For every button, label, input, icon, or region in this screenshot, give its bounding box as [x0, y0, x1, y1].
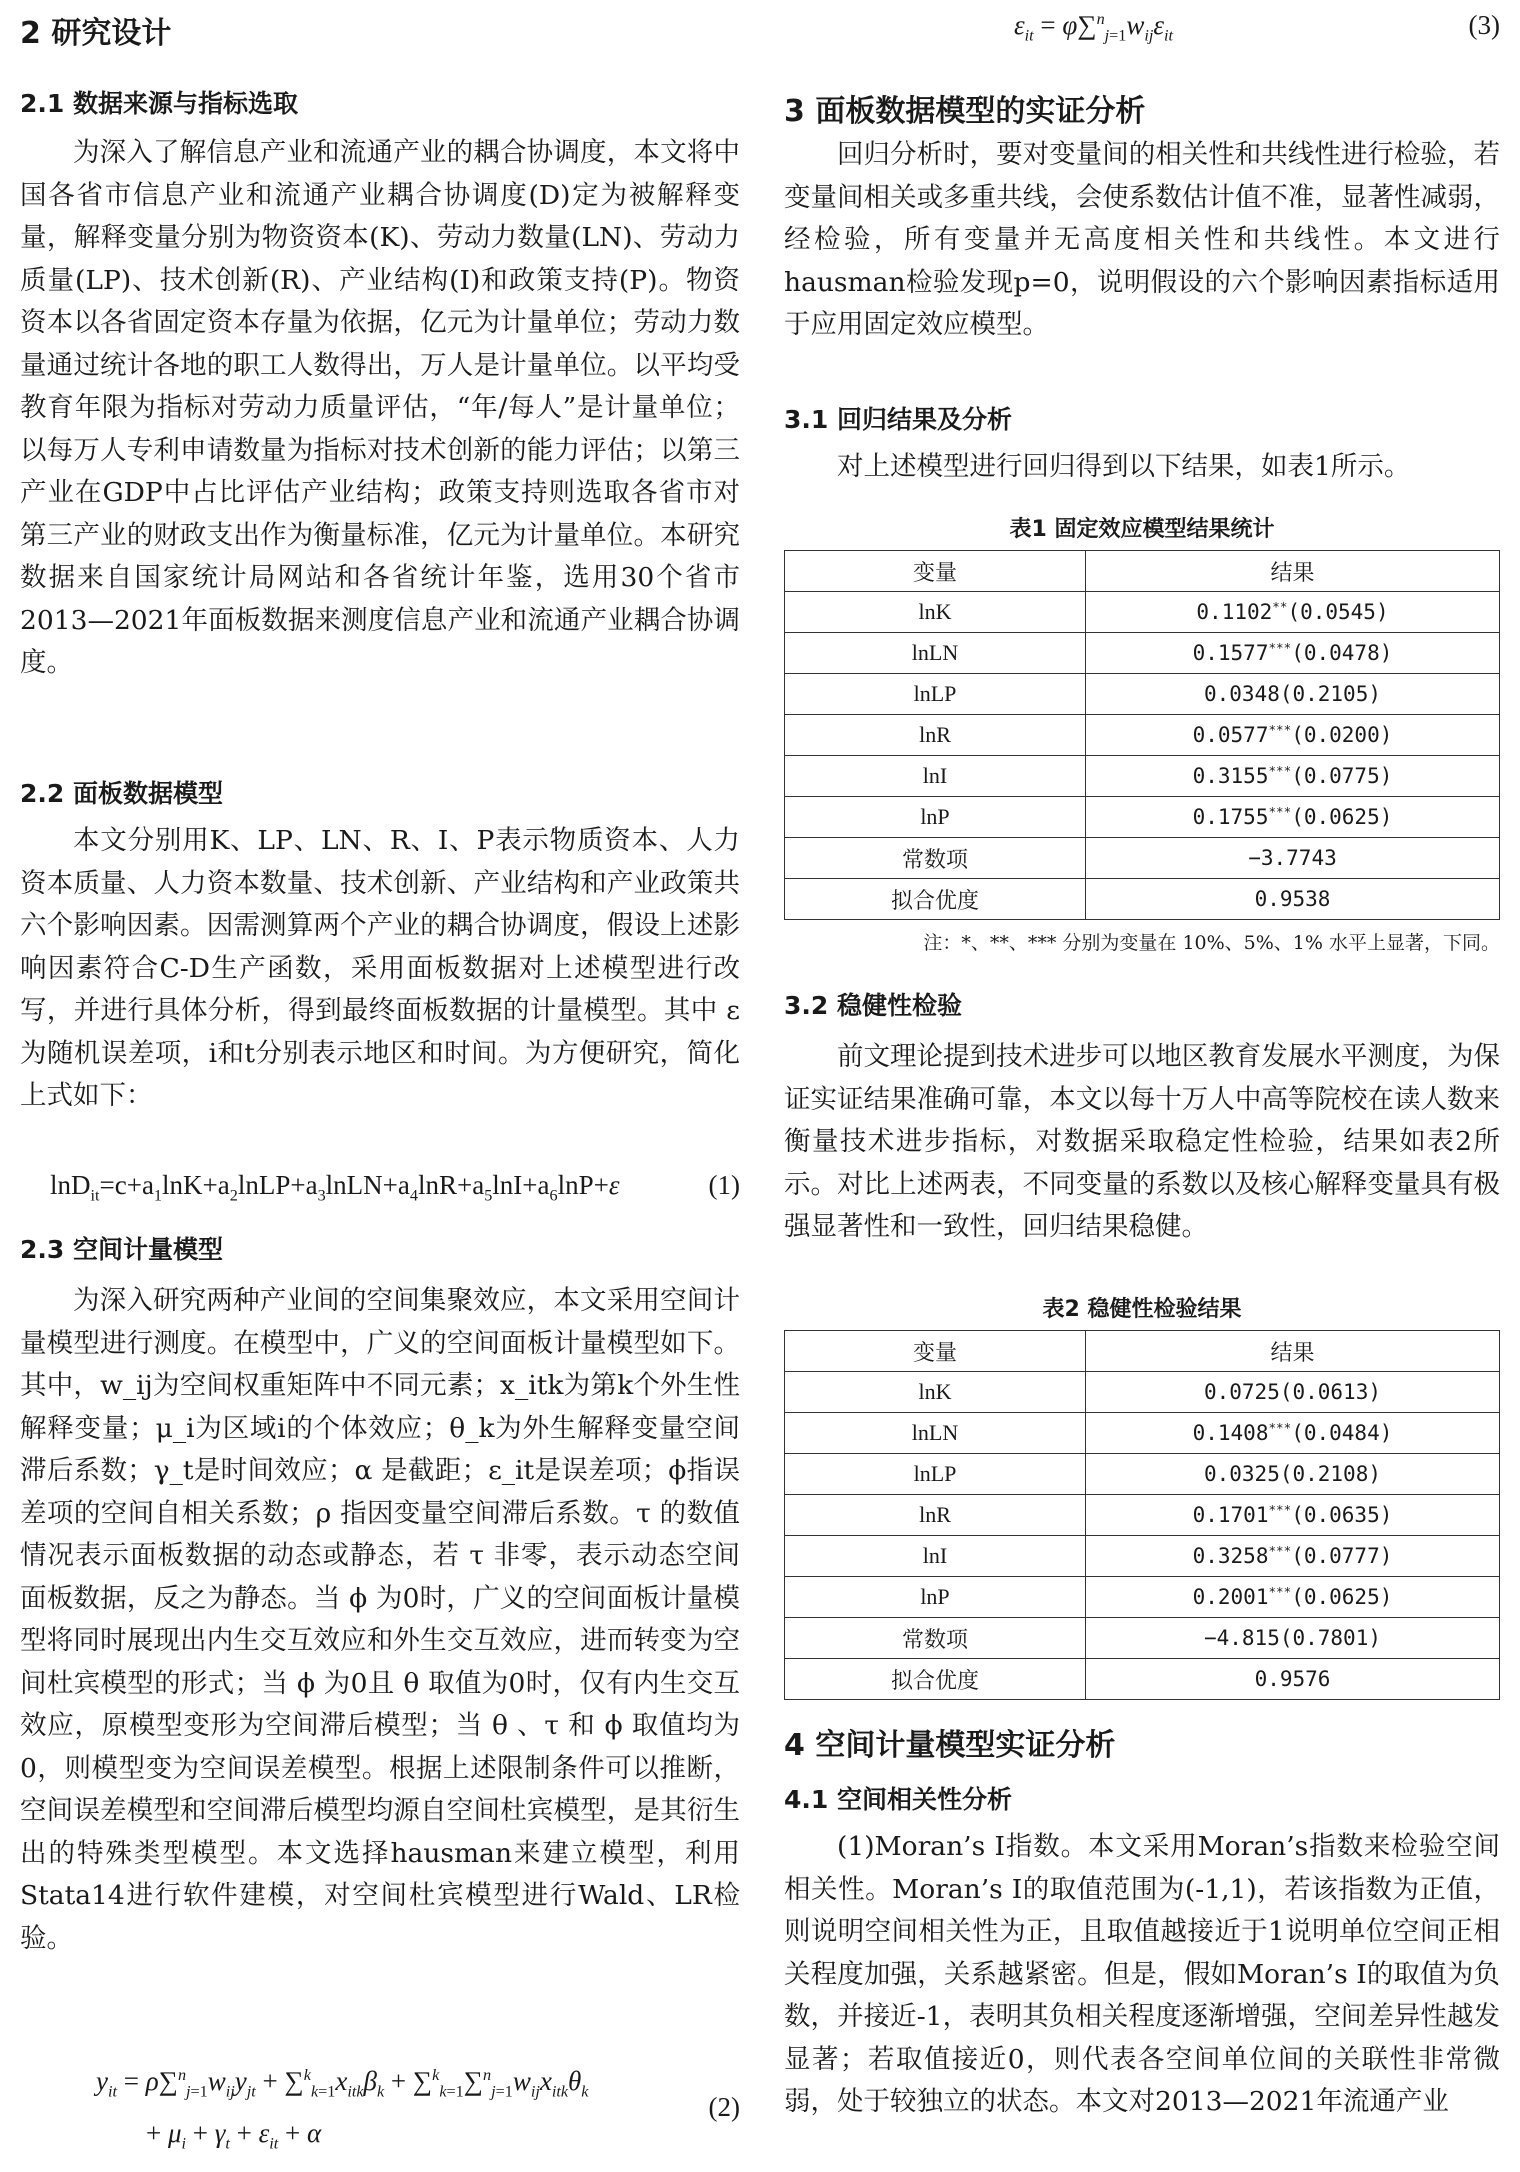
table-1-significance: *** [1268, 804, 1292, 819]
table-2-coefficient: 0.2001 [1192, 1585, 1269, 1609]
table-1-variable-cell: lnLP [785, 674, 1086, 715]
table-1-result-cell [1086, 756, 1500, 797]
table-1-significance: *** [1268, 640, 1292, 655]
table-1-row [785, 756, 1500, 797]
section-3-1-heading: 3.1 回归结果及分析 [784, 405, 1012, 434]
table-2-result-cell [1086, 1495, 1500, 1536]
equation-2-line-2: + $\mu_i + \gamma_t + \varepsilon_{it} + \alpha$ [146, 2118, 322, 2153]
table-2-coefficient: 0.0325(0.2108) [1203, 1462, 1381, 1486]
table-1-row [785, 633, 1500, 674]
table-2-variable-cell: lnI [785, 1536, 1086, 1577]
table-2-coefficient: 0.1701 [1192, 1503, 1269, 1527]
table-1-variable-cell: lnR [785, 715, 1086, 756]
section-2-2-body: 本文分别用K、LP、LN、R、I、P表示物质资本、人力资本质量、人力资本数量、技术创新、产业结构和产业政策共六个影响因素。因需测算两个产业的耦合协调度，假设上述影响因素符合C-D生产函数，采用面板数据对上述模型进行改写，并进行具体分析，得到最终面板数据的计量模型。其中 ε 为随机误差项，i和t分别表示地区和时间。为方便研究，简化上式如下： [20, 825, 740, 1111]
table-1-std-error: (0.0200) [1291, 723, 1393, 747]
table-2-row [785, 1413, 1500, 1454]
section-2-1-body: 为深入了解信息产业和流通产业的耦合协调度，本文将中国各省市信息产业和流通产业耦合协调度(D)定为被解释变量，解释变量分别为物资资本(K)、劳动力数量(LN)、劳动力质量(LP)、技术创新(R)、产业结构(I)和政策支持(P)。物资资本以各省固定资本存量为依据，亿元为计量单位；劳动力数量通过统计各地的职工人数得出，万人是计量单位。以平均受教育年限为指标对劳动力质量评估，“年/每人”是计量单位；以每万人专利申请数量为指标对技术创新的能力评估；以第三产业在GDP中占比评估产业结构；政策支持则选取各省市对第三产业的财政支出作为衡量标准，亿元为计量单位。本研究数据来自国家统计局网站和各省统计年鉴，选用30个省市2013—2021年面板数据来测度信息产业和流通产业耦合协调度。 [20, 137, 740, 678]
table-1-variable-cell: lnI [785, 756, 1086, 797]
table-2-row [785, 1372, 1500, 1413]
table-2-result-cell [1086, 1536, 1500, 1577]
table-2-coefficient: −4.815(0.7801) [1203, 1626, 1381, 1650]
table-1-result-cell [1086, 838, 1500, 879]
table-2-std-error: (0.0625) [1291, 1585, 1393, 1609]
table-1-row [785, 797, 1500, 838]
table-2-result-cell [1086, 1454, 1500, 1495]
table-2-variable-cell: lnK [785, 1372, 1086, 1413]
table-1-row [785, 674, 1500, 715]
equation-1-number: (1) [708, 1170, 740, 1200]
section-2-heading: 2 研究设计 [20, 16, 172, 51]
section-3-2-body: 前文理论提到技术进步可以地区教育发展水平测度，为保证实证结果准确可靠，本文以每十万人中高等院校在读人数来衡量技术进步指标，对数据采取稳定性检验，结果如表2所示。对比上述两表，不同变量的系数以及核心解释变量具有极强显著性和一致性，回归结果稳健。 [784, 1041, 1500, 1242]
section-3-heading: 3 面板数据模型的实证分析 [784, 94, 1146, 129]
table-1-significance: ** [1272, 599, 1288, 614]
section-4-heading: 4 空间计量模型实证分析 [784, 1728, 1116, 1763]
table-1-note: 注：*、**、*** 分别为变量在 10%、5%、1% 水平上显著，下同。 [923, 932, 1500, 954]
table-1-coefficient: 0.0348(0.2105) [1203, 682, 1381, 706]
table-2-variable-cell: 常数项 [785, 1618, 1086, 1659]
section-3-intro: 回归分析时，要对变量间的相关性和共线性进行检验，若变量间相关或多重共线，会使系数估计值不准，显著性减弱，经检验，所有变量并无高度相关性和共线性。本文进行hausman检验发现p=0，说明假设的六个影响因素指标适用于应用固定效应模型。 [784, 139, 1500, 340]
table-2-coefficient: 0.3258 [1192, 1544, 1269, 1568]
table-1-result-cell [1086, 674, 1500, 715]
table-2-result-cell [1086, 1659, 1500, 1700]
equation-3-number: (3) [1468, 10, 1500, 40]
table-2-result-cell [1086, 1577, 1500, 1618]
section-2-3-heading: 2.3 空间计量模型 [20, 1235, 223, 1264]
table-2-row [785, 1577, 1500, 1618]
table-1-result-cell [1086, 797, 1500, 838]
table-1-coefficient: 0.9538 [1254, 887, 1331, 911]
table-2-header-variable: 变量 [785, 1331, 1086, 1372]
table-1-result-cell [1086, 879, 1500, 920]
table-1-variable-cell: lnP [785, 797, 1086, 838]
table-2-coefficient: 0.9576 [1254, 1667, 1331, 1691]
table-1-caption: 表1 固定效应模型结果统计 [1009, 517, 1275, 542]
table-1-coefficient: 0.1102 [1196, 600, 1273, 624]
equation-2-number: (2) [708, 2092, 740, 2122]
table-2-result-cell [1086, 1372, 1500, 1413]
table-1 [784, 550, 1500, 920]
table-2-std-error: (0.0484) [1291, 1421, 1393, 1445]
table-2-significance: *** [1268, 1420, 1292, 1435]
equation-1: $\ln D_{it}=c+a_1\ln K+a_2lnLP+a_3lnLN+a_4\ln R+a_5\ln I+a_6\ln P+\varepsilon$ (1) [50, 1170, 740, 1205]
table-2-coefficient: 0.1408 [1192, 1421, 1269, 1445]
table-2-significance: *** [1268, 1502, 1292, 1517]
table-1-coefficient: −3.7743 [1248, 846, 1337, 870]
table-2-row [785, 1618, 1500, 1659]
table-1-std-error: (0.0545) [1287, 600, 1389, 624]
table-1-significance: *** [1268, 722, 1292, 737]
table-1-result-cell [1086, 715, 1500, 756]
table-2 [784, 1330, 1500, 1700]
table-1-row [785, 879, 1500, 920]
table-2-variable-cell: lnLP [785, 1454, 1086, 1495]
equation-3: $\varepsilon_{it} = \varphi\sum^n_{j=1}w_{ij}\varepsilon_{it}$ (3) [1014, 10, 1500, 45]
section-2-2-heading: 2.2 面板数据模型 [20, 779, 223, 808]
table-1-std-error: (0.0775) [1291, 764, 1393, 788]
table-1-variable-cell: 常数项 [785, 838, 1086, 879]
table-2-coefficient: 0.0725(0.0613) [1203, 1380, 1381, 1404]
table-2-row [785, 1659, 1500, 1700]
table-1-result-cell [1086, 633, 1500, 674]
table-1-std-error: (0.0625) [1291, 805, 1393, 829]
table-1-significance: *** [1268, 763, 1292, 778]
table-2-significance: *** [1268, 1584, 1292, 1599]
table-1-coefficient: 0.0577 [1192, 723, 1269, 747]
table-2-std-error: (0.0777) [1291, 1544, 1393, 1568]
table-1-row [785, 715, 1500, 756]
table-1-result-cell [1086, 592, 1500, 633]
table-1-coefficient: 0.3155 [1192, 764, 1269, 788]
table-2-header-row [785, 1331, 1500, 1372]
table-1-variable-cell: lnK [785, 592, 1086, 633]
section-4-1-heading: 4.1 空间相关性分析 [784, 1785, 1012, 1814]
table-2-variable-cell: 拟合优度 [785, 1659, 1086, 1700]
table-1-coefficient: 0.1755 [1192, 805, 1269, 829]
table-2-variable-cell: lnP [785, 1577, 1086, 1618]
table-2-significance: *** [1268, 1543, 1292, 1558]
table-2-result-cell [1086, 1413, 1500, 1454]
table-2-row [785, 1454, 1500, 1495]
table-1-header-variable: 变量 [785, 551, 1086, 592]
table-1-variable-cell: 拟合优度 [785, 879, 1086, 920]
table-1-coefficient: 0.1577 [1192, 641, 1269, 665]
table-2-std-error: (0.0635) [1291, 1503, 1393, 1527]
table-1-row [785, 838, 1500, 879]
section-4-1-body: (1)Moran’s I指数。本文采用Moran’s指数来检验空间相关性。Moran’s I的取值范围为(-1,1)，若该指数为正值，则说明空间相关性为正，且取值越接近于1说明单位空间正相关程度加强，关系越紧密。但是，假如Moran’s I的取值为负数，并接近-1，表明其负相关程度逐渐增强，空间差异性越发显著；若取值接近0，则代表各空间单位间的关联性非常微弱，处于较独立的状态。本文对2013—2021年流通产业 [784, 1831, 1500, 2117]
section-2-3-body: 为深入研究两种产业间的空间集聚效应，本文采用空间计量模型进行测度。在模型中，广义的空间面板计量模型如下。其中，w_ij为空间权重矩阵中不同元素；x_itk为第k个外生性解释变量；μ_i为区域i的个体效应；θ_k为外生解释变量空间滞后系数；γ_t是时间效应；α 是截距；ε_it是误差项；ϕ指误差项的空间自相关系数；ρ 指因变量空间滞后系数。τ 的数值情况表示面板数据的动态或静态，若 τ 非零，表示动态空间面板数据，反之为静态。当 ϕ 为0时，广义的空间面板计量模型将同时展现出内生交互效应和外生交互效应，进而转变为空间杜宾模型的形式；当 ϕ 为0且 θ 取值为0时，仅有内生交互效应，原模型变形为空间滞后模型；当 θ 、τ 和 ϕ 取值均为0，则模型变为空间误差模型。根据上述限制条件可以推断，空间误差模型和空间滞后模型均源自空间杜宾模型，是其衍生出的特殊类型模型。本文选择hausman来建立模型，利用Stata14进行软件建模，对空间杜宾模型进行Wald、LR检验。 [20, 1285, 740, 1954]
section-2-1-heading: 2.1 数据来源与指标选取 [20, 89, 298, 118]
equation-2: $y_{it} = \rho\sum^n_{j=1}w_{ij}y_{jt} + \sum^k_{k=1}x_{itk}\beta_k + \sum^k_{k=1}\sum^n_{j=1}w_{ij}x_{itk}\theta_k$ (2) [96, 2066, 740, 2122]
table-1-header-result: 结果 [1086, 551, 1500, 592]
table-2-row [785, 1495, 1500, 1536]
table-1-std-error: (0.0478) [1291, 641, 1393, 665]
table-2-variable-cell: lnLN [785, 1413, 1086, 1454]
section-3-1-body: 对上述模型进行回归得到以下结果，如表1所示。 [837, 451, 1411, 482]
table-2-header-result: 结果 [1086, 1331, 1500, 1372]
table-1-variable-cell: lnLN [785, 633, 1086, 674]
table-2-variable-cell: lnR [785, 1495, 1086, 1536]
table-2-caption: 表2 稳健性检验结果 [1042, 1297, 1242, 1322]
table-1-header-row [785, 551, 1500, 592]
table-2-result-cell [1086, 1618, 1500, 1659]
table-2-row [785, 1536, 1500, 1577]
table-1-row [785, 592, 1500, 633]
section-3-2-heading: 3.2 稳健性检验 [784, 991, 962, 1020]
